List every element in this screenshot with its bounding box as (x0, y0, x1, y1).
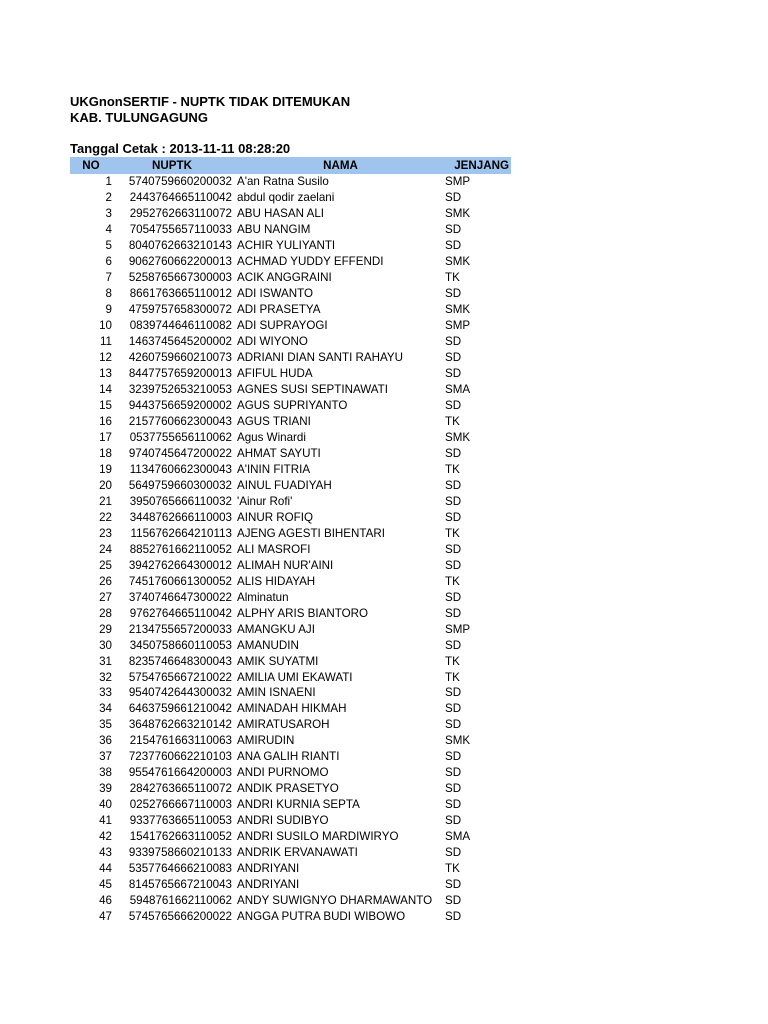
table-row (70, 382, 511, 398)
cell-nama: AMANGKU AJI (237, 622, 315, 636)
table-row (70, 861, 511, 877)
cell-nuptk: 5740759660200032 (128, 175, 232, 189)
cell-nama: ANDRIK ERVANAWATI (237, 846, 358, 860)
cell-no: 47 (99, 910, 112, 924)
cell-jenjang: SMK (445, 207, 471, 221)
cell-jenjang: SD (445, 510, 462, 524)
cell-jenjang: SD (445, 638, 462, 652)
teacher-table (70, 157, 511, 925)
cell-nama: ADRIANI DIAN SANTI RAHAYU (237, 351, 403, 365)
table-row (70, 366, 511, 382)
cell-no: 7 (105, 271, 112, 285)
cell-nama: ANA GALIH RIANTI (237, 750, 340, 764)
cell-nama: ALI MASROFI (237, 542, 311, 556)
cell-jenjang: SD (445, 494, 462, 508)
cell-nama: ALIMAH NUR'AINI (237, 558, 334, 572)
cell-jenjang: SD (445, 367, 462, 381)
cell-jenjang: SD (445, 542, 462, 556)
table-row (70, 893, 511, 909)
cell-no: 46 (99, 894, 112, 908)
cell-nama: ACHMAD YUDDY EFFENDI (237, 255, 384, 269)
cell-no: 4 (105, 223, 112, 237)
cell-nuptk: 8040762663210143 (128, 239, 232, 253)
cell-nuptk: 2157760662300043 (128, 415, 232, 429)
cell-no: 10 (99, 319, 112, 333)
column-header-nuptk: NUPTK (112, 157, 232, 174)
cell-nuptk: 1541762663110052 (129, 830, 232, 844)
cell-no: 24 (99, 542, 112, 556)
cell-jenjang: SD (445, 782, 462, 796)
cell-nuptk: 3648762663210142 (128, 718, 232, 732)
table-row (70, 749, 511, 765)
cell-nuptk: 4260759660210073 (128, 351, 232, 365)
cell-jenjang: TK (445, 862, 460, 876)
table-row (70, 174, 511, 190)
cell-nuptk: 8145765667210043 (128, 878, 232, 892)
cell-no: 44 (99, 862, 112, 876)
cell-nama: AMIRATUSAROH (237, 718, 330, 732)
cell-nuptk: 6463759661210042 (128, 702, 232, 716)
cell-nama: ANDRI SUSILO MARDIWIRYO (237, 830, 399, 844)
cell-nama: ACHIR YULIYANTI (237, 239, 336, 253)
table-row (70, 877, 511, 893)
cell-no: 41 (99, 814, 112, 828)
cell-jenjang: SD (445, 718, 462, 732)
cell-no: 5 (105, 239, 112, 253)
cell-nama: AGUS SUPRIYANTO (237, 399, 348, 413)
table-header-row (70, 157, 511, 174)
column-header-jenjang: JENJANG (445, 157, 511, 174)
cell-nuptk: 5258765667300003 (128, 271, 232, 285)
cell-jenjang: SD (445, 399, 462, 413)
table-row (70, 414, 511, 430)
cell-nuptk: 2154761663110063 (129, 734, 232, 748)
cell-nama: Agus Winardi (237, 430, 306, 444)
cell-no: 40 (99, 798, 112, 812)
cell-no: 35 (99, 718, 112, 732)
cell-nuptk: 9443756659200002 (128, 399, 232, 413)
cell-nuptk: 3950765666110032 (129, 494, 232, 508)
table-row (70, 845, 511, 861)
cell-nuptk: 3740746647300022 (128, 590, 232, 604)
cell-no: 12 (99, 351, 112, 365)
cell-jenjang: SD (445, 239, 462, 253)
table-row (70, 493, 511, 509)
cell-no: 36 (99, 734, 112, 748)
table-body (70, 174, 511, 925)
table-row (70, 701, 511, 717)
cell-nuptk: 9337763665110053 (129, 814, 232, 828)
cell-nuptk: 1463745645200002 (128, 335, 232, 349)
cell-no: 18 (99, 446, 112, 460)
cell-nama: A'ININ FITRIA (237, 462, 311, 476)
cell-jenjang: SD (445, 846, 462, 860)
cell-jenjang: SD (445, 590, 462, 604)
cell-nama: ANDI PURNOMO (237, 766, 329, 780)
cell-jenjang: SMA (445, 383, 471, 397)
cell-no: 27 (99, 590, 112, 604)
cell-nama: AMINADAH HIKMAH (237, 702, 347, 716)
table-row (70, 589, 511, 605)
table-row (70, 797, 511, 813)
cell-nuptk: 4759757658300072 (128, 303, 232, 317)
cell-jenjang: SMP (445, 622, 471, 636)
table-row (70, 270, 511, 286)
cell-nama: AJENG AGESTI BIHENTARI (237, 526, 385, 540)
cell-nama: ANDRIYANI (237, 878, 300, 892)
cell-no: 14 (99, 383, 112, 397)
cell-nama: ALPHY ARIS BIANTORO (237, 606, 369, 620)
cell-nama: AGUS TRIANI (237, 415, 311, 429)
cell-no: 45 (99, 878, 112, 892)
cell-nama: AFIFUL HUDA (237, 367, 313, 381)
cell-jenjang: SD (445, 191, 462, 205)
cell-nuptk: 3942762664300012 (128, 558, 232, 572)
cell-no: 23 (99, 526, 112, 540)
cell-nuptk: 0252766667110003 (129, 798, 232, 812)
cell-no: 21 (99, 494, 112, 508)
cell-jenjang: SD (445, 446, 462, 460)
cell-jenjang: SD (445, 351, 462, 365)
cell-nuptk: 9740745647200022 (128, 446, 232, 460)
cell-jenjang: TK (445, 462, 460, 476)
cell-no: 33 (99, 686, 112, 700)
cell-no: 43 (99, 846, 112, 860)
report-region: KAB. TULUNGAGUNG (70, 110, 208, 125)
table-row (70, 302, 511, 318)
cell-nama: AINUR ROFIQ (237, 510, 314, 524)
cell-jenjang: TK (445, 526, 460, 540)
table-row (70, 334, 511, 350)
cell-jenjang: SD (445, 478, 462, 492)
cell-no: 15 (99, 399, 112, 413)
cell-jenjang: SD (445, 798, 462, 812)
cell-jenjang: TK (445, 271, 460, 285)
table-row (70, 909, 511, 925)
cell-nuptk: 0537755656110062 (129, 430, 232, 444)
cell-nuptk: 7237760662210103 (128, 750, 232, 764)
table-row (70, 350, 511, 366)
cell-nuptk: 8661763665110012 (129, 287, 232, 301)
cell-nama: ANDIK PRASETYO (237, 782, 339, 796)
cell-nuptk: 5754765667210022 (128, 670, 232, 684)
cell-nama: 'Ainur Rofi' (237, 494, 293, 508)
cell-nama: ALIS HIDAYAH (237, 574, 316, 588)
cell-nama: ADI PRASETYA (237, 303, 321, 317)
cell-jenjang: SMP (445, 319, 471, 333)
cell-nuptk: 8852761662110052 (129, 542, 232, 556)
cell-no: 22 (99, 510, 112, 524)
cell-jenjang: SD (445, 606, 462, 620)
table-row (70, 717, 511, 733)
cell-no: 19 (99, 462, 112, 476)
cell-no: 9 (105, 303, 112, 317)
report-title: UKGnonSERTIF - NUPTK TIDAK DITEMUKAN (70, 94, 351, 109)
table-row (70, 669, 511, 685)
cell-nuptk: 5357764666210083 (128, 862, 232, 876)
cell-jenjang: SD (445, 750, 462, 764)
cell-jenjang: SD (445, 894, 462, 908)
cell-nama: ADI ISWANTO (237, 287, 314, 301)
cell-nama: AGNES SUSI SEPTINAWATI (237, 383, 388, 397)
table-row (70, 621, 511, 637)
cell-jenjang: SMK (445, 734, 471, 748)
cell-jenjang: SD (445, 686, 462, 700)
cell-no: 37 (99, 750, 112, 764)
cell-no: 16 (99, 415, 112, 429)
cell-nuptk: 2134755657200033 (128, 622, 232, 636)
cell-jenjang: SD (445, 558, 462, 572)
cell-nama: Alminatun (237, 590, 289, 604)
column-header-no: NO (70, 157, 112, 174)
cell-nama: AHMAT SAYUTI (237, 446, 321, 460)
table-row (70, 222, 511, 238)
cell-nuptk: 5948761662110062 (129, 894, 232, 908)
table-row (70, 238, 511, 254)
table-row (70, 653, 511, 669)
cell-nuptk: 8235746648300043 (128, 654, 232, 668)
cell-no: 39 (99, 782, 112, 796)
cell-nama: A'an Ratna Susilo (237, 175, 329, 189)
cell-no: 26 (99, 574, 112, 588)
cell-jenjang: SD (445, 287, 462, 301)
cell-jenjang: SD (445, 814, 462, 828)
cell-jenjang: TK (445, 574, 460, 588)
cell-jenjang: SMK (445, 430, 471, 444)
table-row (70, 190, 511, 206)
cell-no: 20 (99, 478, 112, 492)
table-row (70, 509, 511, 525)
cell-no: 38 (99, 766, 112, 780)
cell-nama: AMANUDIN (237, 638, 299, 652)
cell-no: 2 (105, 191, 112, 205)
cell-jenjang: SD (445, 910, 462, 924)
table-row (70, 430, 511, 446)
cell-nuptk: 7451760661300052 (128, 574, 232, 588)
table-row (70, 765, 511, 781)
cell-nama: abdul qodir zaelani (237, 191, 335, 205)
table-row (70, 605, 511, 621)
table-row (70, 829, 511, 845)
cell-nuptk: 9540742644300032 (128, 686, 232, 700)
cell-nuptk: 5649759660300032 (128, 478, 232, 492)
table-row (70, 813, 511, 829)
table-row (70, 318, 511, 334)
table-row (70, 254, 511, 270)
cell-no: 6 (105, 255, 112, 269)
cell-nama: ANDRI KURNIA SEPTA (237, 798, 360, 812)
cell-nuptk: 9554761664200003 (128, 766, 232, 780)
cell-no: 3 (105, 207, 112, 221)
cell-nama: ACIK ANGGRAINI (237, 271, 332, 285)
cell-no: 13 (99, 367, 112, 381)
cell-nama: ADI SUPRAYOGI (237, 319, 328, 333)
cell-jenjang: SMP (445, 175, 471, 189)
cell-jenjang: SMK (445, 255, 471, 269)
cell-jenjang: SD (445, 878, 462, 892)
cell-nuptk: 7054755657110033 (129, 223, 232, 237)
cell-nuptk: 1156762664210113 (130, 526, 232, 540)
cell-nama: AMIK SUYATMI (237, 654, 319, 668)
table-row (70, 781, 511, 797)
cell-jenjang: SD (445, 766, 462, 780)
cell-nama: AMIN ISNAENI (237, 686, 316, 700)
cell-no: 11 (99, 335, 112, 349)
cell-nuptk: 5745765666200022 (128, 910, 232, 924)
cell-jenjang: SD (445, 335, 462, 349)
cell-nuptk: 0839744646110082 (129, 319, 232, 333)
cell-nuptk: 2952762663110072 (129, 207, 232, 221)
column-header-nama: NAMA (232, 157, 445, 174)
cell-jenjang: TK (445, 654, 460, 668)
table-row (70, 206, 511, 222)
table-row (70, 461, 511, 477)
cell-no: 32 (99, 670, 112, 684)
cell-nuptk: 1134760662300043 (129, 462, 232, 476)
cell-nama: ADI WIYONO (237, 335, 308, 349)
cell-no: 1 (105, 175, 112, 189)
cell-no: 29 (99, 622, 112, 636)
cell-nuptk: 3239752653210053 (128, 383, 232, 397)
cell-nuptk: 9339758660210133 (128, 846, 232, 860)
table-row (70, 573, 511, 589)
cell-no: 25 (99, 558, 112, 572)
cell-no: 34 (99, 702, 112, 716)
cell-nuptk: 9062760662200013 (128, 255, 232, 269)
print-date: Tanggal Cetak : 2013-11-11 08:28:20 (70, 141, 291, 156)
table-row (70, 286, 511, 302)
cell-jenjang: TK (445, 415, 460, 429)
table-row (70, 733, 511, 749)
cell-jenjang: SMK (445, 303, 471, 317)
cell-nama: ANDRI SUDIBYO (237, 814, 329, 828)
cell-jenjang: TK (445, 670, 460, 684)
table-row (70, 637, 511, 653)
cell-nuptk: 3450758660110053 (129, 638, 232, 652)
cell-nama: AMILIA UMI EKAWATI (237, 670, 353, 684)
cell-nama: ANGGA PUTRA BUDI WIBOWO (237, 910, 406, 924)
table-row (70, 445, 511, 461)
table-row (70, 557, 511, 573)
table-row (70, 398, 511, 414)
cell-no: 8 (105, 287, 112, 301)
cell-no: 30 (99, 638, 112, 652)
cell-nama: ABU NANGIM (237, 223, 311, 237)
cell-nuptk: 2443764665110042 (129, 191, 232, 205)
cell-no: 42 (99, 830, 112, 844)
cell-jenjang: SD (445, 702, 462, 716)
table-row (70, 541, 511, 557)
cell-nuptk: 3448762666110003 (129, 510, 232, 524)
cell-no: 31 (99, 654, 112, 668)
cell-jenjang: SMA (445, 830, 471, 844)
cell-nama: ANDRIYANI (237, 862, 300, 876)
cell-jenjang: SD (445, 223, 462, 237)
table-row (70, 477, 511, 493)
cell-no: 17 (99, 430, 112, 444)
cell-nama: AINUL FUADIYAH (237, 478, 332, 492)
cell-nama: AMIRUDIN (237, 734, 295, 748)
cell-no: 28 (99, 606, 112, 620)
cell-nuptk: 8447757659200013 (128, 367, 232, 381)
cell-nuptk: 9762764665110042 (129, 606, 232, 620)
table-row (70, 525, 511, 541)
cell-nuptk: 2842763665110072 (129, 782, 232, 796)
cell-nama: ABU HASAN ALI (237, 207, 324, 221)
table-row (70, 685, 511, 701)
cell-nama: ANDY SUWIGNYO DHARMAWANTO (237, 894, 433, 908)
